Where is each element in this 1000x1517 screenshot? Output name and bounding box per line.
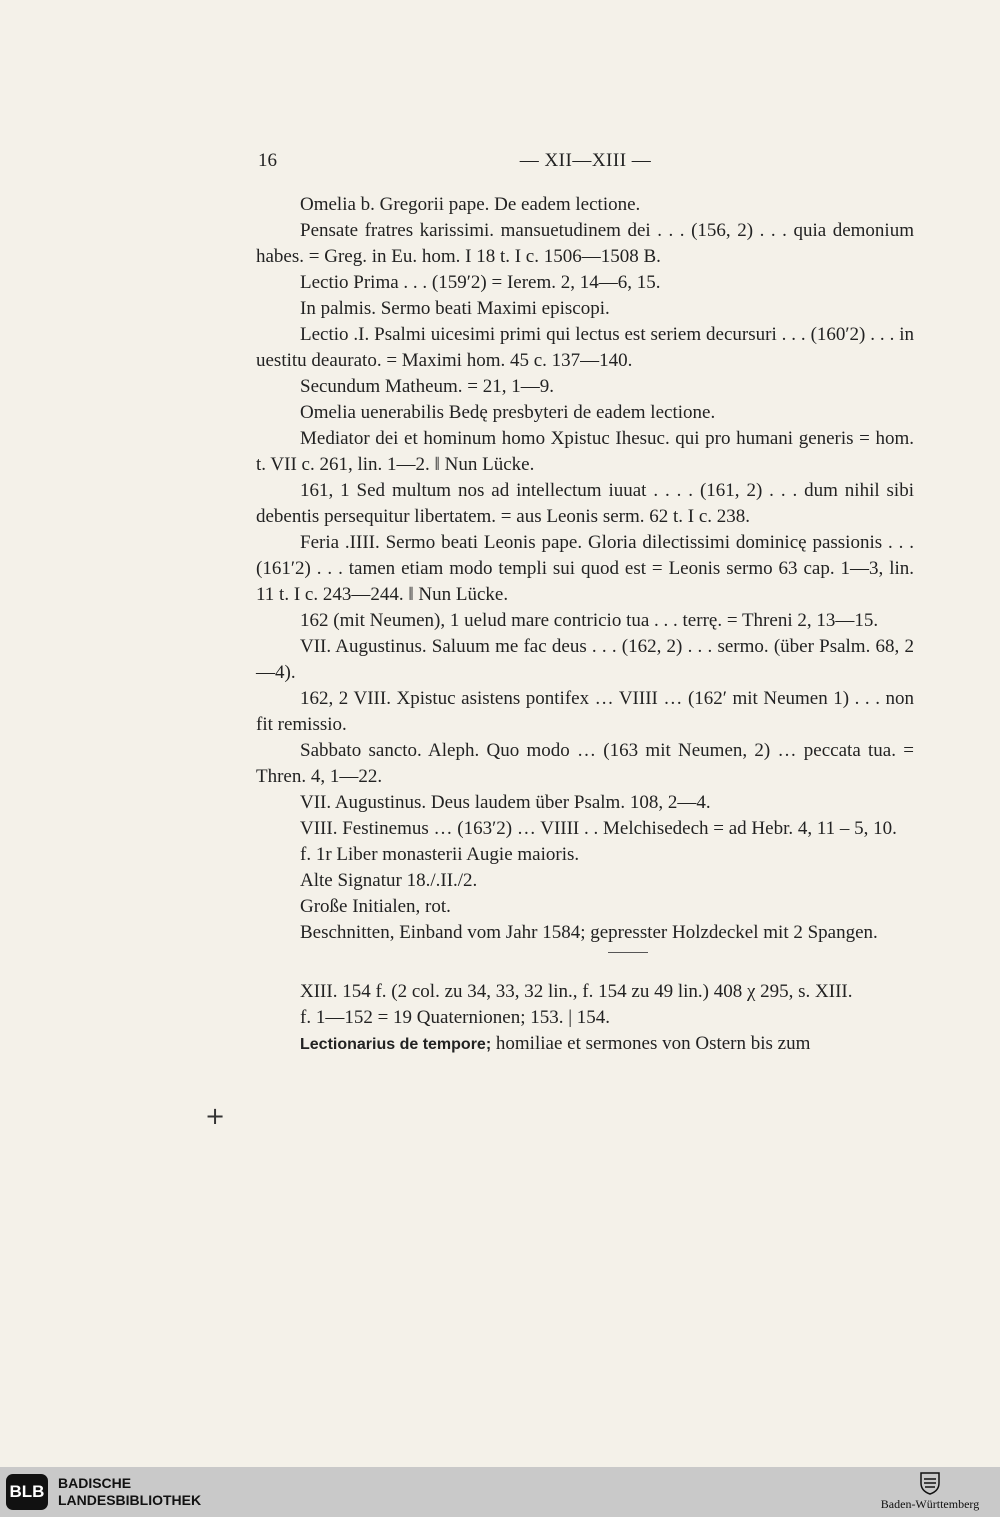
paragraph: In palmis. Sermo beati Maximi episcopi. [300,298,610,319]
last-line [256,1031,914,1058]
library-name[interactable] [58,1475,201,1509]
paragraph: 162, 2 VIII. Χpistuc asistens pontifex … VIIII … (162′ mit Neumen 1) . . . non fit remissio. [256,688,914,735]
paragraph: XIII. 154 f. (2 col. zu 34, 33, 32 lin., f. 154 zu 49 lin.) 408 χ 295, s. XIII. [300,981,853,1002]
paragraph: Pensate fratres karissimi. mansuetudinem dei . . . (156, 2) . . . quia demonium habes. = Greg. in Eu. hom. I 18 t. I c. 1506—1508 B. [256,220,914,267]
paragraph: Lectio .I. Psalmi uicesimi primi qui lectus est seriem decursuri . . . (160′2) . . . in uestitu deaurato. = Maximi hom. 45 c. 137—140. [256,324,914,371]
paragraph: Omelia uenerabilis Bedę presbyteri de eadem lectione. [300,402,716,423]
paragraph: Secundum Matheum. = 21, 1—9. [300,376,554,397]
paragraph: Omelia b. Gregorii pape. De eadem lectione. [300,194,641,215]
paragraph: 161, 1 Sed multum nos ad intellectum iuuat . . . . (161, 2) . . . dum nihil sibi debentis persequitur libertatem. = aus Leonis serm. 62 t. I c. 238. [256,480,914,527]
paragraph: VII. Augustinus. Deus laudem über Psalm. 108, 2—4. [300,792,711,813]
library-name-line1: BADISCHE [58,1475,132,1491]
paragraph: VIII. Festinemus … (163′2) … VIIII . . Melchisedech = ad Hebr. 4, 11 – 5, 10. [300,818,897,839]
running-head: — XII—XIII — [519,150,652,171]
paragraph: Große Initialen, rot. [300,896,451,917]
body-text [256,192,914,1058]
margin-mark: + [205,1102,226,1130]
paragraph: Beschnitten, Einband vom Jahr 1584; gepresster Holzdeckel mit 2 Spangen. [300,922,878,943]
section-divider [608,952,648,953]
library-name-line2: LANDESBIBLIOTHEK [58,1492,202,1508]
paragraph: f. 1r Liber monasterii Augie maioris. [300,844,580,865]
page-header [258,150,913,176]
coat-of-arms-icon [919,1471,941,1495]
bw-label: Baden-Württemberg [880,1497,980,1511]
paragraph: Sabbato sancto. Aleph. Quo modo … (163 mit Neumen, 2) … peccata tua. = Thren. 4, 1—22. [256,740,914,787]
paragraph: VII. Augustinus. Saluum me fac deus . . . (162, 2) . . . sermo. (über Psalm. 68, 2—4). [256,636,914,683]
paragraph: Alte Signatur 18./.II./2. [300,870,478,891]
paragraph: 162 (mit Neumen), 1 uelud mare contricio tua . . . terrę. = Threni 2, 13—15. [300,610,879,631]
bw-logo[interactable] [870,1471,990,1512]
paragraph: f. 1—152 = 19 Quaternionen; 153. | 154. [300,1007,611,1028]
paragraph: Lectio Prima . . . (159′2) = Ierem. 2, 14—6, 15. [300,272,661,293]
page-number: 16 [258,150,277,171]
paragraph: Feria .IIII. Sermo beati Leonis pape. Gloria dilectissimi dominicę passionis . . . (161′2) . . . tamen etiam modo templi sui quod est = Leonis sermo 63 cap. 1—3, lin. 11 t. I c. 243—244. ‖ Nun Lücke. [256,532,914,605]
footer-bar [0,1467,1000,1517]
last-line-rest: homiliae et sermones von Ostern bis zum [491,1033,811,1054]
paragraph: Mediator dei et hominum homo Χpistuc Ihesuc. qui pro humani generis = hom. t. VII c. 261, lin. 1—2. ‖ Nun Lücke. [256,428,914,475]
blb-logo[interactable]: BLB [6,1474,48,1510]
bold-title: Lectionarius de tempore; [300,1036,492,1053]
